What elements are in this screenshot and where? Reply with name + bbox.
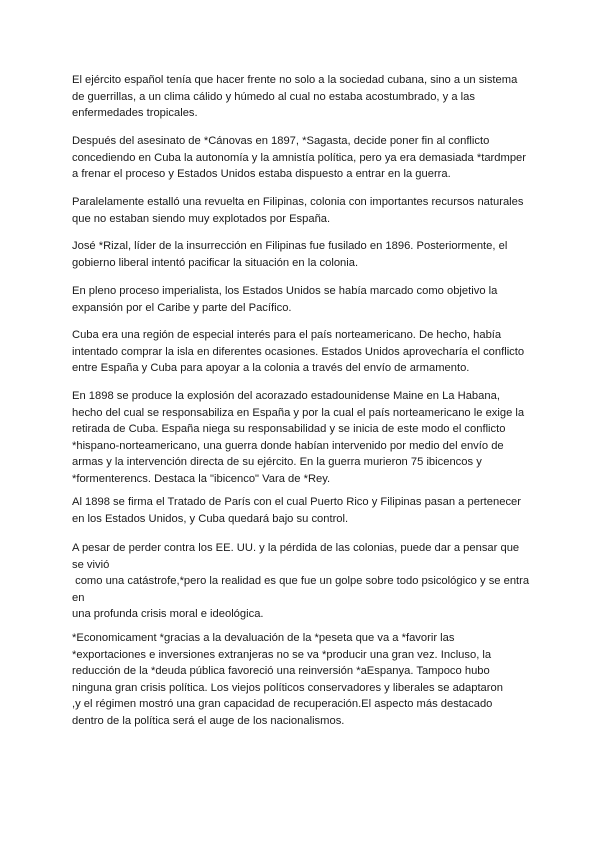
text-line: Cuba era una región de especial interés para el país norteamericano. De hecho, había: [72, 329, 502, 341]
paragraph-imperialismo: [72, 283, 532, 316]
text-line: *Economicament *gracias a la devaluación de la *peseta que va a *favorir las: [72, 632, 455, 644]
text-line: como una catástrofe,*pero la realidad es que fue un golpe sobre todo psicológico y se entra: [72, 575, 530, 587]
text-line: dentro de la política será el auge de los nacionalismos.: [72, 714, 345, 727]
text-line: Paralelamente estalló una revuelta en Filipinas, colonia con importantes recursos naturales: [72, 196, 524, 208]
paragraph-canovas: [72, 133, 532, 183]
text-line: expansión por el Caribe y parte del Pacífico.: [72, 301, 292, 314]
paragraph-economia: [72, 630, 532, 729]
paragraph-spanish-army: [72, 72, 532, 122]
paragraph-maine: [72, 388, 532, 487]
text-line: Después del asesinato de *Cánovas en 1897, *Sagasta, decide poner fin al conflicto: [72, 135, 490, 147]
paragraph-rizal: [72, 238, 532, 271]
text-line: armas y la intervención directa de su ejército. En la guerra murieron 75 ibicencos y: [72, 456, 482, 468]
paragraph-tratado-paris: [72, 494, 532, 527]
text-line: intentado comprar la isla en diferentes ocasiones. Estados Unidos aprovecharía el conflicto: [72, 345, 525, 358]
paragraph-filipinas: [72, 194, 532, 227]
text-line: en los Estados Unidos, y Cuba quedará bajo su control.: [72, 512, 349, 525]
text-line: de guerrillas, a un clima cálido y húmedo al cual no estaba acostumbrado, y a las: [72, 90, 475, 103]
text-line: En 1898 se produce la explosión del acorazado estadounidense Maine en La Habana,: [72, 390, 500, 402]
text-line: En pleno proceso imperialista, los Estados Unidos se había marcado como objetivo la: [72, 285, 498, 297]
text-line: que no estaban siendo muy explotados por España.: [72, 212, 331, 225]
text-line: hecho del cual se responsabiliza en España y por la cual el país norteamericano le exige la: [72, 406, 525, 419]
text-line: El ejército español tenía que hacer frente no solo a la sociedad cubana, sino a un sistema: [72, 74, 518, 86]
text-line: ,y el régimen mostró una gran capacidad de recuperación.El aspecto más destacado: [72, 698, 493, 710]
text-line: a frenar el proceso y Estados Unidos estaba dispuesto a entrar en la guerra.: [72, 168, 451, 180]
text-line: concediendo en Cuba la autonomía y la amnistía política, pero ya era demasiada *tardmper: [72, 151, 526, 164]
text-line: José *Rizal, líder de la insurrección en Filipinas fue fusilado en 1896. Posteriormente, el: [72, 240, 508, 252]
text-line: reducción de la *deuda pública favoreció una reinversión *aEspanya. Tampoco hubo: [72, 665, 490, 677]
text-line: entre España y Cuba para apoyar a la colonia a través del envío de armamento.: [72, 362, 470, 374]
text-line: gobierno liberal intentó pacificar la situación en la colonia.: [72, 256, 359, 269]
text-line: se vivió: [72, 558, 110, 571]
text-line: Al 1898 se firma el Tratado de París con el cual Puerto Rico y Filipinas pasan a pertenecer: [72, 496, 521, 508]
text-line: *hispano-norteamericano, una guerra donde habían intervenido por medio del envío de: [72, 439, 504, 452]
text-line: retirada de Cuba. España niega su responsabilidad y se inicia de este modo el conflicto: [72, 423, 506, 435]
text-line: ninguna gran crisis política. Los viejos políticos conservadores y liberales se adaptaron: [72, 681, 503, 694]
text-line: enfermedades tropicales.: [72, 107, 198, 119]
text-line: en: [72, 591, 85, 604]
text-line: *formenterencs. Destaca la "ibicenco" Vara de *Rey.: [72, 472, 331, 485]
paragraph-catastrofe: [72, 540, 532, 623]
text-line: *exportaciones e inversiones extranjeras no se va *producir una gran vez. Incluso, la: [72, 648, 492, 661]
text-line: una profunda crisis moral e ideológica.: [72, 608, 264, 620]
text-line: A pesar de perder contra los EE. UU. y la pérdida de las colonias, puede dar a pensar que: [72, 542, 520, 554]
paragraph-cuba: [72, 327, 532, 377]
